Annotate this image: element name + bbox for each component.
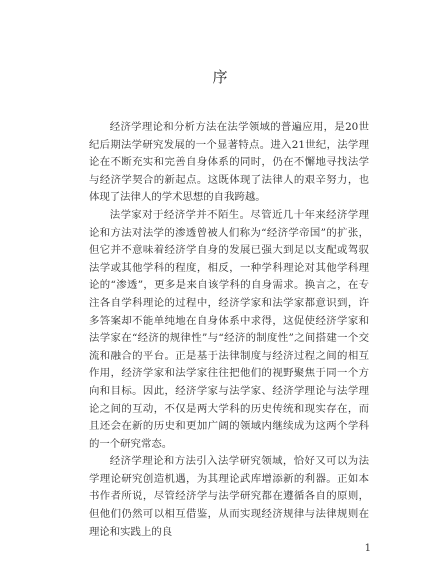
body-text (89, 119, 369, 541)
paragraph: 经济学理论和方法引入法学研究领域，恰好又可以为法学理论研究创造机遇，为其理论武库增添新的利器。正如本书作者所说，尽管经济学与法学研究都在遵循各自的原则，但他们仍然可以相互借鉴，从而实现经济规律与法律规则在理论和实践上的良 (89, 455, 369, 538)
page-number-container (0, 543, 441, 554)
page-number: 1 (364, 543, 371, 554)
paragraph: 法学家对于经济学并不陌生。尽管近几十年来经济学理论和方法对法学的渗透曾被人们称为“经济学帝国”的扩张，但它并不意味着经济学自身的发展已强大到足以支配或驾驭法学或其他学科的程度，相反，一种学科理论对其他学科理论的“渗透”，更多是来自该学科的自身需求。换言之，在专注各自学科理论的过程中，经济学家和法学家都意识到，许多答案却不能单纯地在自身体系中求得，这促使经济学家和法学家在“经济的规律性”与“经济的制度性”之间搭建一个交流和融合的平台。正是基于法律制度与经济过程之间的相互作用，经济学家和法学家往往把他们的视野聚焦于同一个方向和目标。因此，经济学家与法学家、经济学理论与法学理论之间的互动，不仅是两大学科的历史传统和现实存在，而且还会在新的历史和更加广阔的领域内继续成为这两个学科的一个研究常态。 (89, 208, 369, 450)
page-title: 序 (212, 68, 229, 86)
paragraph: 经济学理论和分析方法在法学领域的普遍应用，是20世纪后期法学研究发展的一个显著特点。进入21世纪，法学理论在不断充实和完善自身体系的同时，仍在不懈地寻找法学与经济学契合的新起点。这既体现了法律人的艰辛努力，也体现了法律人的学术思想的自我跨越。 (89, 121, 369, 204)
